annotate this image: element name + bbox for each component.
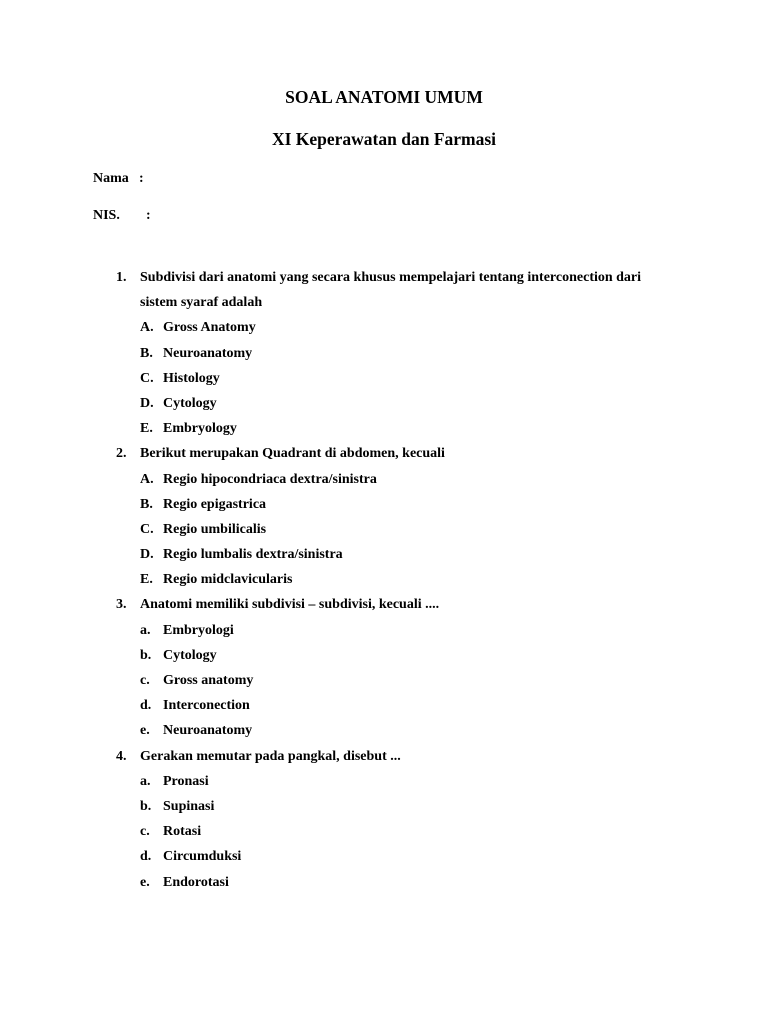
option-item bbox=[0, 870, 768, 895]
option-item bbox=[0, 467, 768, 492]
option-item bbox=[0, 769, 768, 794]
option-text: Regio epigastrica bbox=[163, 496, 267, 512]
option-text: Circumduksi bbox=[163, 849, 242, 865]
option-text: Neuroanatomy bbox=[163, 723, 253, 739]
option-letter: B. bbox=[140, 345, 153, 361]
option-letter: d. bbox=[140, 698, 152, 714]
option-item bbox=[0, 718, 768, 743]
option-letter: e. bbox=[140, 874, 150, 890]
option-text: Supinasi bbox=[163, 799, 215, 815]
option-letter: c. bbox=[140, 673, 150, 689]
question-text: Berikut merupakan Quadrant di abdomen, kecuali bbox=[140, 446, 445, 462]
question-text: Subdivisi dari anatomi yang secara khusus mempelajari tentang interconection dari sistem syaraf adalah bbox=[140, 270, 642, 311]
option-item bbox=[0, 366, 768, 391]
option-text: Regio midclavicularis bbox=[163, 572, 293, 588]
option-letter: B. bbox=[140, 496, 153, 512]
question-item bbox=[0, 265, 768, 441]
option-letter: D. bbox=[140, 547, 154, 563]
option-text: Regio hipocondriaca dextra/sinistra bbox=[163, 471, 377, 487]
question-number: 1. bbox=[116, 270, 127, 285]
option-text: Interconection bbox=[163, 698, 250, 714]
name-field bbox=[93, 171, 144, 187]
option-item bbox=[0, 693, 768, 718]
option-letter: b. bbox=[140, 799, 152, 815]
option-text: Histology bbox=[163, 370, 220, 386]
question-item bbox=[0, 441, 768, 592]
option-letter: A. bbox=[140, 471, 154, 487]
option-text: Embryology bbox=[163, 421, 237, 437]
option-text: Gross Anatomy bbox=[163, 320, 256, 336]
question-item bbox=[0, 592, 768, 743]
option-text: Regio umbilicalis bbox=[163, 521, 267, 537]
option-item bbox=[0, 643, 768, 668]
option-letter: A. bbox=[140, 320, 154, 336]
page-title: SOAL ANATOMI UMUM bbox=[285, 87, 483, 107]
option-text: Embryologi bbox=[163, 622, 234, 638]
page-subtitle: XI Keperawatan dan Farmasi bbox=[271, 129, 497, 149]
option-letter: a. bbox=[140, 773, 151, 789]
question-number: 4. bbox=[116, 748, 127, 764]
option-letter: e. bbox=[140, 723, 150, 739]
option-item bbox=[0, 542, 768, 567]
option-list bbox=[0, 769, 768, 895]
option-list bbox=[0, 618, 768, 744]
option-letter: E. bbox=[140, 421, 153, 437]
option-item bbox=[0, 315, 768, 340]
option-letter: C. bbox=[140, 370, 154, 386]
option-item bbox=[0, 416, 768, 441]
option-letter: c. bbox=[140, 824, 150, 840]
option-item bbox=[0, 517, 768, 542]
option-item bbox=[0, 567, 768, 592]
option-item bbox=[0, 391, 768, 416]
question-text: Anatomi memiliki subdivisi – subdivisi, kecuali .... bbox=[140, 597, 440, 613]
option-letter: E. bbox=[140, 572, 153, 588]
option-text: Rotasi bbox=[163, 824, 202, 840]
question-number: 3. bbox=[116, 597, 127, 613]
nis-field bbox=[93, 208, 151, 224]
nis-colon: : bbox=[146, 208, 151, 223]
option-item bbox=[0, 844, 768, 869]
option-item bbox=[0, 492, 768, 517]
name-label: Nama bbox=[93, 171, 129, 186]
option-letter: C. bbox=[140, 521, 154, 537]
option-letter: D. bbox=[140, 395, 154, 411]
question-list bbox=[0, 265, 768, 895]
option-letter: b. bbox=[140, 647, 152, 663]
option-list bbox=[0, 315, 768, 441]
option-text: Pronasi bbox=[163, 773, 209, 789]
option-text: Cytology bbox=[163, 647, 217, 663]
option-text: Endorotasi bbox=[163, 874, 229, 890]
option-letter: a. bbox=[140, 622, 151, 638]
option-letter: d. bbox=[140, 849, 152, 865]
option-item bbox=[0, 668, 768, 693]
option-text: Gross anatomy bbox=[163, 673, 254, 689]
option-list bbox=[0, 467, 768, 593]
option-text: Cytology bbox=[163, 395, 217, 411]
name-colon: : bbox=[139, 171, 144, 186]
question-number: 2. bbox=[116, 446, 127, 462]
question-text: Gerakan memutar pada pangkal, disebut ... bbox=[140, 748, 401, 764]
nis-label: NIS. bbox=[93, 208, 120, 223]
option-item bbox=[0, 341, 768, 366]
option-text: Regio lumbalis dextra/sinistra bbox=[163, 547, 343, 563]
option-item bbox=[0, 794, 768, 819]
question-item bbox=[0, 744, 768, 895]
option-item bbox=[0, 618, 768, 643]
option-item bbox=[0, 819, 768, 844]
option-text: Neuroanatomy bbox=[163, 345, 253, 361]
